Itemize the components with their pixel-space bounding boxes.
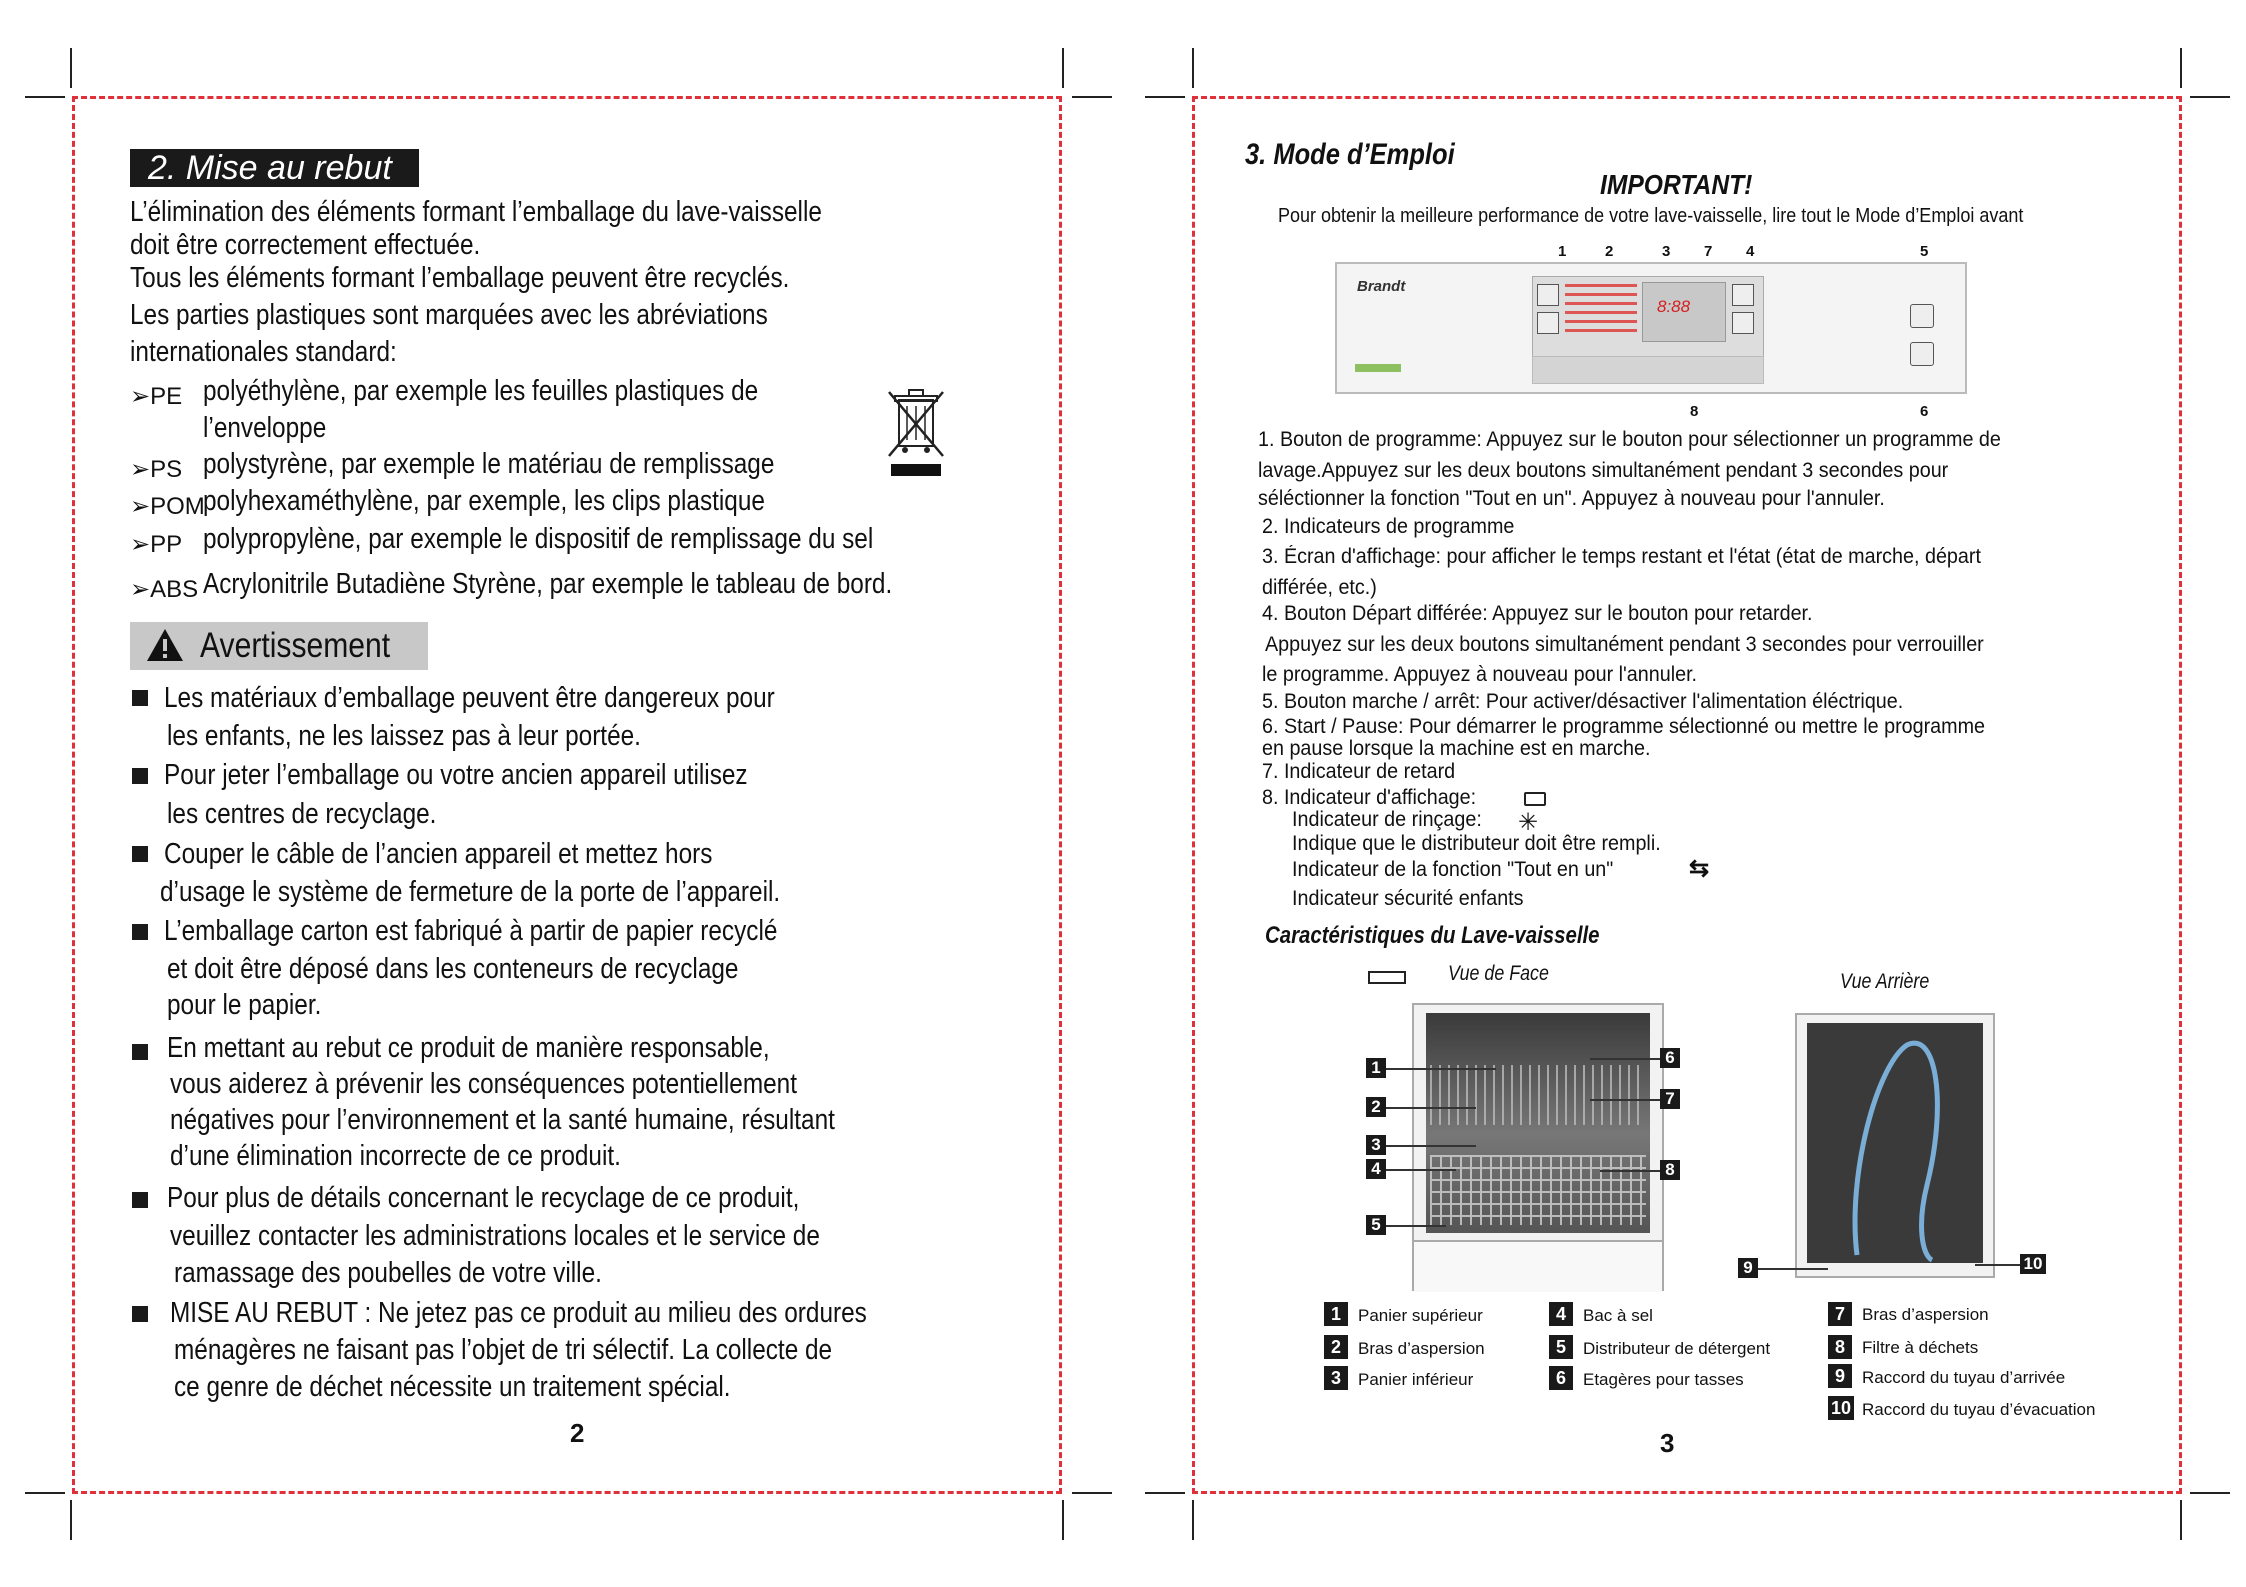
panel-callout: 5 [1920,243,1929,260]
crop-mark [1072,96,1112,98]
bullet [132,924,148,940]
lock-button [1732,312,1754,334]
intro-line: Tous les éléments formant l’emballage peuvent être recyclés. [130,262,790,294]
callout-number: 9 [1738,1258,1758,1278]
warning-line: L’emballage carton est fabriqué à partir de papier recyclé [164,915,778,947]
legend-number: 3 [1324,1366,1348,1390]
callout-number: 6 [1660,1048,1680,1068]
crop-mark [1192,48,1194,88]
panel-callout: 6 [1920,403,1929,420]
callout-line [1386,1107,1476,1109]
rinse-indicator-icon: ✳ [1518,809,1539,836]
callout-number: 10 [2020,1254,2046,1274]
warning-line: veuillez contacter les administrations locales et le service de [170,1220,820,1252]
legend-number: 8 [1828,1335,1852,1359]
dishwasher-front-image [1412,1003,1664,1291]
panel-brand: Brandt [1357,278,1406,295]
material-abbr: ➢PE [130,383,183,410]
features-title: Caractéristiques du Lave-vaisselle [1265,922,1600,949]
crop-mark [1062,1500,1064,1540]
instruction-line: Appuyez sur les deux boutons simultanément pendant 3 secondes pour verrouiller [1265,633,1984,656]
bullet [132,768,148,784]
section-title-mise-au-rebut: 2. Mise au rebut [130,149,419,187]
crop-mark [2180,1500,2182,1540]
legend-number: 7 [1828,1302,1852,1326]
instruction-line: lavage.Appuyez sur les deux boutons simultanément pendant 3 secondes pour [1258,459,1949,482]
crop-mark [2190,96,2230,98]
panel-callout: 7 [1704,243,1713,260]
warning-icon [146,628,184,662]
bullet [132,1192,148,1208]
instruction-line: différée, etc.) [1262,576,1377,599]
warning-line: et doit être déposé dans les conteneurs de recyclage [167,953,739,985]
legend-number: 2 [1324,1335,1348,1359]
delay-button [1732,284,1754,306]
intro-line: L’élimination des éléments formant l’emballage du lave-vaisselle [130,196,822,228]
legend-label: Bras d’aspersion [1862,1305,1989,1324]
program-up-button [1537,284,1559,306]
display-indicator-icon [1524,792,1546,806]
warning-line: d’une élimination incorrecte de ce produit. [170,1140,621,1172]
crop-mark [2180,48,2182,88]
instruction-line: Indique que le distributeur doit être rempli. [1292,832,1661,855]
warning-line: les centres de recyclage. [167,798,437,830]
warning-line: Couper le câble de l’ancien appareil et mettez hors [164,838,713,870]
start-pause-button [1910,342,1934,366]
warning-line: ce genre de déchet nécessite un traitement spécial. [174,1371,731,1403]
intro-line: Les parties plastiques sont marquées avec les abréviations [130,299,768,331]
legend-label: Panier inférieur [1358,1370,1474,1389]
crop-mark [2190,1492,2230,1494]
warning-line: d’usage le système de fermeture de la porte de l’appareil. [160,876,781,908]
callout-line [1386,1068,1496,1070]
instruction-line: 3. Écran d'affichage: pour afficher le temps restant et l'état (état de marche, départ [1262,545,1981,568]
instruction-line: 7. Indicateur de retard [1262,760,1456,783]
instruction-line: 1. Bouton de programme: Appuyez sur le bouton pour sélectionner un programme de [1258,428,2001,451]
warning-line: En mettant au rebut ce produit de manière responsable, [167,1032,770,1064]
callout-line [1590,1099,1660,1101]
crop-mark [1062,48,1064,88]
bullet [132,846,148,862]
warning-line: ramassage des poubelles de votre ville. [174,1257,602,1289]
crossed-bin-icon [885,388,947,480]
warning-line: vous aiderez à prévenir les conséquences potentiellement [170,1068,797,1100]
material-desc: Acrylonitrile Butadiène Styrène, par exemple le tableau de bord. [203,568,893,600]
important-heading: IMPORTANT! [1600,169,1753,200]
legend-label: Bac à sel [1583,1306,1653,1325]
legend-label: Raccord du tuyau d’arrivée [1862,1368,2066,1387]
legend-number: 1 [1324,1302,1348,1326]
instruction-line: 8. Indicateur d'affichage: [1262,786,1477,809]
instruction-line: Indicateur de la fonction "Tout en un" [1292,858,1614,881]
warning-line: Pour jeter l’emballage ou votre ancien appareil utilisez [164,759,748,791]
instruction-line: Indicateur de rinçage: [1292,808,1482,831]
legend-number: 4 [1549,1302,1573,1326]
panel-lower-area [1532,356,1764,384]
instruction-line: le programme. Appuyez à nouveau pour l'annuler. [1262,663,1698,686]
callout-line [1600,1170,1660,1172]
warning-line: MISE AU REBUT : Ne jetez pas ce produit au milieu des ordures [170,1297,867,1329]
page-number: 3 [1660,1428,1675,1458]
energy-label-logo [1355,364,1401,372]
panel-callout: 4 [1746,243,1755,260]
door [1414,1240,1662,1292]
warning-line: pour le papier. [167,989,322,1021]
material-abbr: ➢PP [130,531,183,558]
callout-number: 5 [1366,1215,1386,1235]
instruction-line: 4. Bouton Départ différée: Appuyez sur le bouton pour retarder. [1262,602,1813,625]
legend-label: Distributeur de détergent [1583,1339,1771,1358]
instruction-line: en pause lorsque la machine est en marche. [1262,737,1651,760]
legend-number: 6 [1549,1366,1573,1390]
crop-mark [25,1492,65,1494]
crop-mark [1072,1492,1112,1494]
legend-label: Bras d’aspersion [1358,1339,1485,1358]
callout-line [1590,1058,1660,1060]
callout-number: 7 [1660,1089,1680,1109]
legend-label: Panier supérieur [1358,1306,1483,1325]
bullet [132,1306,148,1322]
rear-view-label: Vue Arrière [1840,970,1930,993]
instruction-line: 5. Bouton marche / arrêt: Pour activer/désactiver l'alimentation éléctrique. [1262,690,1904,713]
crop-mark [25,96,65,98]
callout-number: 4 [1366,1159,1386,1179]
material-desc: polyéthylène, par exemple les feuilles plastiques de [203,375,759,407]
callout-line [1758,1268,1828,1270]
panel-callout: 8 [1690,403,1699,420]
display-digits: 8:88 [1657,297,1691,316]
intro-text: Pour obtenir la meilleure performance de votre lave-vaisselle, lire tout le Mode d’Emploi avant [1278,205,2024,227]
instruction-line: 2. Indicateurs de programme [1262,515,1515,538]
legend-number: 5 [1549,1335,1573,1359]
warning-line: ménagères ne faisant pas l’objet de tri sélectif. La collecte de [174,1334,833,1366]
callout-line [1975,1264,2020,1266]
callout-number: 8 [1660,1160,1680,1180]
crop-mark [1145,1492,1185,1494]
intro-line: doit être correctement effectuée. [130,229,481,261]
bullet [132,690,148,706]
instruction-line: séléctionner la fonction "Tout en un". Appuyez à nouveau pour l'annuler. [1258,487,1885,510]
crop-mark [1192,1500,1194,1540]
program-indicators [1565,284,1637,338]
material-desc: l’enveloppe [203,412,327,444]
upper-basket [1430,1065,1646,1125]
warning-line: négatives pour l’environnement et la santé humaine, résultant [170,1104,835,1136]
section-title-mode-emploi: 3. Mode d’Emploi [1245,138,1455,171]
power-button [1910,304,1934,328]
material-abbr: ➢POM [130,493,205,520]
intro-line: internationales standard: [130,336,397,368]
callout-number: 2 [1366,1097,1386,1117]
legend-label: Raccord du tuyau d’évacuation [1862,1400,2096,1419]
crop-mark [1145,96,1185,98]
program-down-button [1537,312,1559,334]
material-abbr: ➢ABS [130,576,199,603]
panel-callout: 1 [1558,243,1567,260]
warning-title: Avertissement [200,626,391,665]
material-desc: polyhexaméthylène, par exemple, les clips plastique [203,485,765,517]
callout-number: 1 [1366,1058,1386,1078]
legend-number: 10 [1828,1396,1854,1420]
legend-label: Filtre à déchets [1862,1338,1979,1357]
instruction-line: 6. Start / Pause: Pour démarrer le programme sélectionné ou mettre le programme [1262,715,1986,738]
dishwasher-rear-image [1795,1013,1995,1278]
legend-label: Etagères pour tasses [1583,1370,1744,1389]
panel-callout: 2 [1605,243,1614,260]
callout-line [1386,1145,1476,1147]
material-desc: polypropylène, par exemple le dispositif de remplissage du sel [203,523,874,555]
warning-line: Pour plus de détails concernant le recyclage de ce produit, [167,1182,800,1214]
lower-basket [1430,1155,1646,1225]
warning-line: Les matériaux d’emballage peuvent être dangereux pour [164,682,775,714]
display-screen [1642,282,1726,342]
hose [1837,1025,1957,1265]
front-view-icon [1368,971,1406,984]
panel-callout: 3 [1662,243,1671,260]
all-in-one-icon: ⇆ [1689,855,1710,882]
control-panel-illustration [1335,262,1967,394]
page-number: 2 [570,1418,585,1448]
instruction-line: Indicateur sécurité enfants [1292,887,1524,910]
front-view-label: Vue de Face [1448,962,1549,985]
legend-number: 9 [1828,1364,1852,1388]
callout-line [1386,1169,1456,1171]
material-abbr: ➢PS [130,456,183,483]
warning-line: les enfants, ne les laissez pas à leur portée. [167,720,641,752]
bullet [132,1044,148,1060]
crop-mark [70,1500,72,1540]
callout-number: 3 [1366,1135,1386,1155]
material-desc: polystyrène, par exemple le matériau de remplissage [203,448,775,480]
callout-line [1386,1225,1446,1227]
crop-mark [70,48,72,88]
